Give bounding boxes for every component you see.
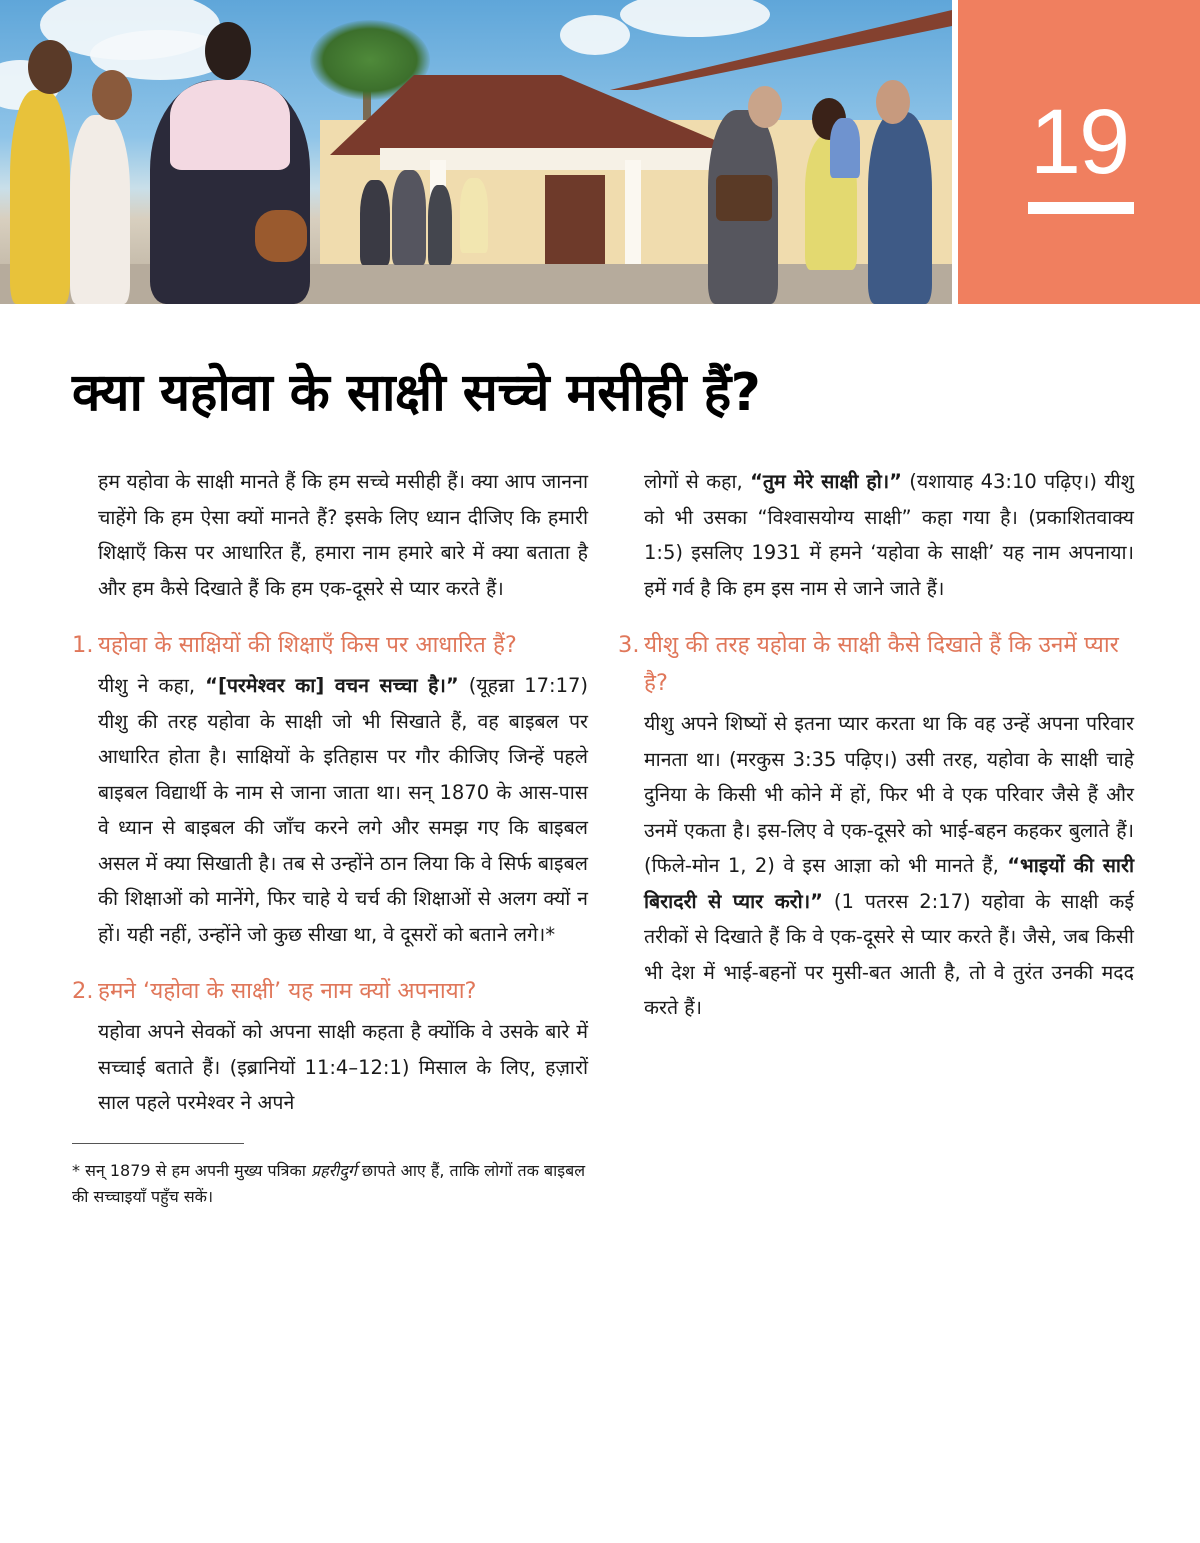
section-number: 3.	[618, 632, 640, 658]
section-3-heading	[618, 626, 1134, 702]
person-walking	[392, 170, 426, 265]
left-column	[72, 464, 588, 1210]
section-2-body-part2	[618, 464, 1134, 606]
body-text: (1 पतरस 2:17) यहोवा के साक्षी कई तरीकों से दिखाते हैं कि वे एक-दूसरे से प्यार करते हैं। जैसे, जब किसी भी देश में भाई-बहनों पर मुसी-बत आती है, तो वे तुरंत उनकी मदद करते हैं।	[644, 889, 1134, 1019]
body-text: यीशु अपने शिष्यों से इतना प्यार करता था कि वह उन्हें अपना परिवार मानता था। (मरकुस 3:35 पढ़िए।) उसी तरह, यहोवा के साक्षी चाहे दुनिया के किसी भी कोने में हों, फिर भी वे एक परिवार जैसे हैं और उनमें एकता है। इस-लिए वे एक-दूसरे को भाई-बहन कहकर बुलाते हैं। (फिले-मोन 1, 2) वे इस आज्ञा को भी मानते हैं,	[644, 712, 1134, 877]
paved-courtyard	[0, 264, 952, 304]
cloud	[620, 0, 770, 37]
footnote	[72, 1158, 588, 1210]
footnote-text: छापते आए हैं, ताकि लोगों तक बाइबल की सच्चाइयाँ पहुँच सकें।	[72, 1160, 586, 1206]
person-head	[92, 70, 132, 120]
footnote-text: सन् 1879 से हम अपनी मुख्य पत्रिका	[80, 1160, 312, 1180]
briefcase	[716, 175, 772, 221]
section-2-heading	[72, 972, 588, 1010]
person-woman-yellow	[10, 90, 70, 304]
section-number: 1.	[72, 632, 94, 658]
person-head	[28, 40, 72, 94]
handbag	[255, 210, 307, 262]
body-text: (यूहन्ना 17:17) यीशु की तरह यहोवा के साक्षी जो भी सिखाते हैं, वह बाइबल पर आधारित होता है। साक्षियों के इतिहास पर गौर कीजिए जिन्हें पहले बाइबल विद्यार्थी के नाम से जाना जाता था। सन् 1870 के आस-पास वे ध्यान से बाइबल की जाँच करने लगे और समझ गए कि बाइबल असल में क्या सिखाती है। तब से उन्होंने ठान लिया कि वे सिर्फ बाइबल की शिक्षाओं को मानेंगे, फिर चाहे ये चर्च की शिक्षाओं से अलग क्यों न हों। यही नहीं, उन्होंने जो कुछ सीखा था, वे दूसरों को बताने लगे।*	[98, 674, 588, 946]
body-text: लोगों से कहा,	[644, 470, 751, 493]
body-text: (यशायाह 43:10 पढ़िए।) यीशु को भी उसका “विश्वासयोग्य साक्षी” कहा गया है। (प्रकाशितवाक्य 1:5) इसलिए 1931 में हमने ‘यहोवा के साक्षी’ यह नाम अपनाया। हमें गर्व है कि हम इस नाम से जाने जाते हैं।	[644, 470, 1134, 600]
person-woman-white	[70, 115, 130, 304]
magazine-title: प्रहरीदुर्ग	[311, 1160, 357, 1180]
person-head	[205, 22, 251, 80]
section-1-heading	[72, 626, 588, 664]
section-heading-text: हमने ‘यहोवा के साक्षी’ यह नाम क्यों अपनाया?	[98, 978, 477, 1004]
scripture-quote: “भाइयों की सारी बिरादरी से प्यार करो।”	[644, 854, 1135, 913]
section-2-body-part1: यहोवा अपने सेवकों को अपना साक्षी कहता है क्योंकि वे उसके बारे में सच्चाई बताते हैं। (इब्रानियों 11:4–12:1) मिसाल के लिए, हज़ारों साल पहले परमेश्वर ने अपने	[98, 1020, 588, 1114]
footnote-divider	[72, 1143, 244, 1144]
section-number: 2.	[72, 978, 94, 1004]
chapter-badge	[958, 0, 1200, 304]
person-head	[748, 86, 782, 128]
person-walking	[460, 178, 488, 253]
section-heading-text: यहोवा के साक्षियों की शिक्षाएँ किस पर आधारित हैं?	[98, 632, 517, 658]
porch-column	[625, 160, 641, 265]
page-title: क्या यहोवा के साक्षी सच्चे मसीही हैं?	[72, 363, 761, 423]
person-pink-top	[170, 80, 290, 170]
chapter-number-underline	[1028, 202, 1134, 214]
person-head	[876, 80, 910, 124]
building-door	[545, 175, 605, 270]
scripture-quote: “[परमेश्वर का] वचन सच्चा है।”	[205, 674, 459, 697]
scripture-quote: “तुम मेरे साक्षी हो।”	[750, 470, 902, 493]
chapter-number: 19	[1029, 91, 1129, 193]
person-child	[830, 118, 860, 178]
hero-photo	[0, 0, 952, 304]
intro-paragraph: हम यहोवा के साक्षी मानते हैं कि हम सच्चे मसीही हैं। क्या आप जानना चाहेंगे कि हम ऐसा क्यों मानते हैं? इसके लिए ध्यान दीजिए कि हमारी शिक्षाएँ किस पर आधारित हैं, हमारा नाम हमारे बारे में क्या बताता है और हम कैसे दिखाते हैं कि हम एक-दूसरे से प्यार करते हैं।	[98, 470, 588, 600]
person-walking	[360, 180, 390, 265]
cloud	[560, 15, 630, 55]
person-walking	[428, 185, 452, 265]
person-man-blue-suit	[868, 112, 932, 304]
section-3-body	[618, 706, 1134, 1026]
right-column	[618, 464, 1134, 1026]
section-1-body	[72, 668, 588, 952]
footnote-marker: *	[72, 1160, 80, 1180]
body-text: यीशु ने कहा,	[98, 674, 206, 697]
section-heading-text: यीशु की तरह यहोवा के साक्षी कैसे दिखाते हैं कि उनमें प्यार है?	[644, 632, 1119, 696]
